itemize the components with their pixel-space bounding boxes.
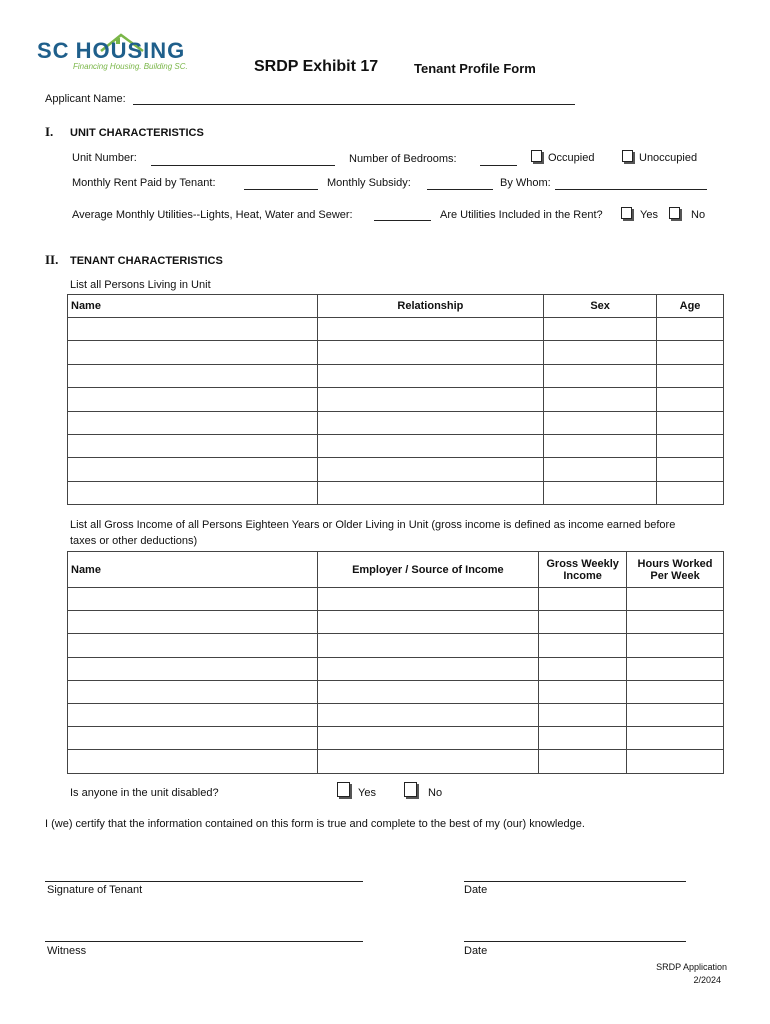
table-row <box>68 727 724 750</box>
table-cell-input[interactable] <box>544 411 657 434</box>
income-table <box>67 551 724 774</box>
disabled-yes-checkbox[interactable] <box>337 782 350 797</box>
included-yes-label: Yes <box>640 209 658 221</box>
rent-field[interactable] <box>244 189 318 190</box>
by-whom-field[interactable] <box>555 189 707 190</box>
disabled-yes-label: Yes <box>358 787 376 799</box>
table-cell-input[interactable] <box>544 364 657 387</box>
disabled-no-label: No <box>428 787 443 799</box>
table-row <box>68 411 724 434</box>
table-cell-input[interactable] <box>68 341 318 364</box>
table-cell-input[interactable] <box>657 341 724 364</box>
table-cell-input[interactable] <box>317 364 544 387</box>
table-cell-input[interactable] <box>657 411 724 434</box>
persons-header-name: Name <box>68 295 318 318</box>
table-cell-input[interactable] <box>68 703 318 726</box>
subsidy-label: Monthly Subsidy: <box>327 177 411 189</box>
table-cell-input[interactable] <box>317 657 539 680</box>
section1-numeral: I. <box>45 124 54 139</box>
table-cell-input[interactable] <box>657 364 724 387</box>
table-cell-input[interactable] <box>317 388 544 411</box>
income-intro-line1: List all Gross Income of all Persons Eighteen Years or Older Living in Unit (gross income is defined as income earned before <box>70 519 676 531</box>
table-cell-input[interactable] <box>544 458 657 481</box>
table-cell-input[interactable] <box>657 388 724 411</box>
table-cell-input[interactable] <box>627 750 724 773</box>
by-whom-label: By Whom: <box>500 177 551 189</box>
disabled-no-checkbox[interactable] <box>404 782 417 797</box>
date2-label: Date <box>464 945 488 957</box>
income-intro-line2: taxes or other deductions) <box>70 535 198 547</box>
included-no-checkbox[interactable] <box>669 207 680 219</box>
table-cell-input[interactable] <box>317 750 539 773</box>
exhibit-title: SRDP Exhibit 17 <box>254 58 379 75</box>
table-cell-input[interactable] <box>68 411 318 434</box>
included-yes-checkbox[interactable] <box>621 207 632 219</box>
persons-intro: List all Persons Living in Unit <box>70 279 211 291</box>
table-cell-input[interactable] <box>539 588 627 611</box>
table-row <box>68 458 724 481</box>
table-cell-input[interactable] <box>68 634 318 657</box>
table-cell-input[interactable] <box>627 634 724 657</box>
table-cell-input[interactable] <box>68 458 318 481</box>
tenant-signature-label: Signature of Tenant <box>47 884 143 896</box>
table-row <box>68 318 724 341</box>
income-header-name: Name <box>68 552 318 588</box>
table-row <box>68 434 724 457</box>
table-cell-input[interactable] <box>317 680 539 703</box>
table-cell-input[interactable] <box>544 388 657 411</box>
unoccupied-label: Unoccupied <box>639 152 698 164</box>
table-cell-input[interactable] <box>544 434 657 457</box>
table-cell-input[interactable] <box>68 318 318 341</box>
footer-doc-name: SRDP Application <box>656 962 727 972</box>
table-cell-input[interactable] <box>544 318 657 341</box>
table-row <box>68 611 724 634</box>
table-row <box>68 388 724 411</box>
persons-header-age: Age <box>657 295 724 318</box>
logo-sc: SC <box>37 38 70 63</box>
applicant-name-label: Applicant Name: <box>45 93 126 105</box>
table-cell-input[interactable] <box>657 458 724 481</box>
rent-label: Monthly Rent Paid by Tenant: <box>72 177 216 189</box>
unit-number-label: Unit Number: <box>72 152 137 164</box>
table-cell-input[interactable] <box>539 750 627 773</box>
table-cell-input[interactable] <box>657 434 724 457</box>
date2-line[interactable] <box>464 941 686 942</box>
table-cell-input[interactable] <box>68 727 318 750</box>
included-label: Are Utilities Included in the Rent? <box>440 209 603 221</box>
table-cell-input[interactable] <box>539 657 627 680</box>
logo-housing: HOUSING <box>75 38 186 63</box>
table-row <box>68 481 724 504</box>
table-cell-input[interactable] <box>317 634 539 657</box>
table-cell-input[interactable] <box>68 481 318 504</box>
table-cell-input[interactable] <box>539 634 627 657</box>
table-cell-input[interactable] <box>627 727 724 750</box>
table-row <box>68 588 724 611</box>
tenant-signature-line[interactable] <box>45 881 363 882</box>
table-cell-input[interactable] <box>68 588 318 611</box>
table-cell-input[interactable] <box>68 611 318 634</box>
table-cell-input[interactable] <box>627 588 724 611</box>
table-cell-input[interactable] <box>317 611 539 634</box>
logo-tagline: Financing Housing. Building SC. <box>73 62 188 71</box>
table-cell-input[interactable] <box>317 481 544 504</box>
persons-header-relationship: Relationship <box>317 295 544 318</box>
table-cell-input[interactable] <box>68 680 318 703</box>
occupied-label: Occupied <box>548 152 595 164</box>
table-row <box>68 341 724 364</box>
table-cell-input[interactable] <box>317 318 544 341</box>
persons-header-sex: Sex <box>544 295 657 318</box>
section1-title: UNIT CHARACTERISTICS <box>70 127 204 139</box>
income-header-gross-weekly: Gross Weekly Income <box>539 552 627 588</box>
table-cell-input[interactable] <box>539 727 627 750</box>
income-rows <box>68 588 724 774</box>
persons-table <box>67 294 724 505</box>
table-row <box>68 703 724 726</box>
utilities-field[interactable] <box>374 220 431 221</box>
table-cell-input[interactable] <box>539 680 627 703</box>
persons-rows <box>68 318 724 505</box>
table-cell-input[interactable] <box>657 481 724 504</box>
table-cell-input[interactable] <box>627 657 724 680</box>
table-row <box>68 750 724 773</box>
income-header-employer: Employer / Source of Income <box>317 552 539 588</box>
table-cell-input[interactable] <box>317 458 544 481</box>
table-cell-input[interactable] <box>317 341 544 364</box>
section2-numeral: II. <box>45 252 59 267</box>
table-cell-input[interactable] <box>627 703 724 726</box>
table-cell-input[interactable] <box>317 411 544 434</box>
table-row <box>68 364 724 387</box>
logo <box>37 32 207 77</box>
table-cell-input[interactable] <box>657 318 724 341</box>
subsidy-field[interactable] <box>427 189 493 190</box>
income-header-hours: Hours Worked Per Week <box>627 552 724 588</box>
table-cell-input[interactable] <box>317 434 544 457</box>
table-row <box>68 657 724 680</box>
bedrooms-label: Number of Bedrooms: <box>349 153 457 165</box>
table-cell-input[interactable] <box>539 703 627 726</box>
table-cell-input[interactable] <box>68 388 318 411</box>
utilities-label: Average Monthly Utilities--Lights, Heat, Water and Sewer: <box>72 209 353 221</box>
unoccupied-checkbox[interactable] <box>622 150 633 162</box>
table-cell-input[interactable] <box>317 703 539 726</box>
table-cell-input[interactable] <box>68 750 318 773</box>
form-title: Tenant Profile Form <box>414 61 536 76</box>
table-row <box>68 680 724 703</box>
table-cell-input[interactable] <box>68 364 318 387</box>
table-cell-input[interactable] <box>539 611 627 634</box>
certification-statement: I (we) certify that the information contained on this form is true and complete to the best of my (our) knowledge. <box>45 818 585 830</box>
table-cell-input[interactable] <box>627 611 724 634</box>
table-cell-input[interactable] <box>68 657 318 680</box>
disabled-question: Is anyone in the unit disabled? <box>70 787 219 799</box>
date1-label: Date <box>464 884 488 896</box>
bedrooms-field[interactable] <box>480 165 517 166</box>
table-cell-input[interactable] <box>317 727 539 750</box>
table-cell-input[interactable] <box>627 680 724 703</box>
table-cell-input[interactable] <box>68 434 318 457</box>
witness-signature-line[interactable] <box>45 941 363 942</box>
table-row <box>68 634 724 657</box>
date1-line[interactable] <box>464 881 686 882</box>
section2-title: TENANT CHARACTERISTICS <box>70 255 223 267</box>
footer-doc-date: 2/2024 <box>693 975 721 985</box>
occupied-checkbox[interactable] <box>531 150 542 162</box>
table-cell-input[interactable] <box>544 481 657 504</box>
included-no-label: No <box>691 209 706 221</box>
table-cell-input[interactable] <box>544 341 657 364</box>
unit-number-field[interactable] <box>151 165 335 166</box>
witness-label: Witness <box>47 945 87 957</box>
table-cell-input[interactable] <box>317 588 539 611</box>
applicant-name-field[interactable] <box>133 104 575 105</box>
